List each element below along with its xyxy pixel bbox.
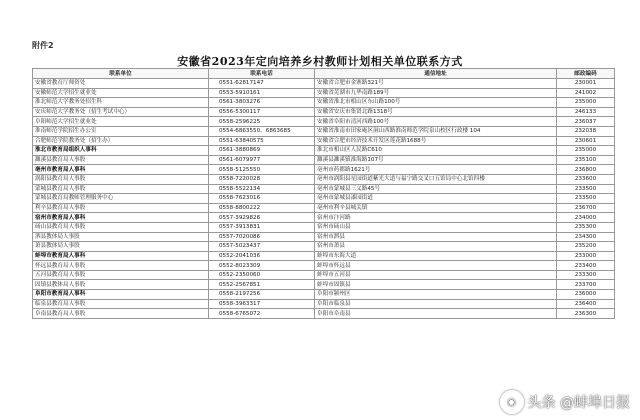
- table-row: [33, 299, 615, 309]
- zip-cell: 235200: [557, 242, 615, 252]
- phone-cell: 0561-3880869: [209, 146, 315, 156]
- phone-cell: 0558-2197256: [209, 290, 315, 300]
- unit-cell: 宿州市教育局人事科: [33, 213, 209, 223]
- unit-cell: 亳州市教育局人事科: [33, 165, 209, 175]
- address-cell: 安徽省合肥市金寨路321号: [315, 79, 557, 89]
- unit-cell: 蚌埠市教育局人事科: [33, 251, 209, 261]
- table-row: [33, 79, 615, 89]
- zip-cell: 236000: [557, 290, 615, 300]
- address-cell: 阜阳市临泉县: [315, 299, 557, 309]
- address-cell: 宿州市泗县: [315, 232, 557, 242]
- table-row: [33, 136, 615, 146]
- phone-cell: 0554-6863550、6863685: [209, 126, 315, 136]
- table-row: [33, 117, 615, 127]
- table-header-row: [33, 69, 615, 79]
- phone-cell: 0551-62817147: [209, 79, 315, 89]
- unit-cell: 阜南县教育局人事股: [33, 309, 209, 319]
- unit-cell: 淮北师范大学教务处招生科: [33, 98, 209, 108]
- address-cell: 蚌埠市五河县: [315, 270, 557, 280]
- address-cell: 阜阳市阜南县: [315, 309, 557, 319]
- address-cell: 蚌埠市固镇县: [315, 280, 557, 290]
- table-row: [33, 98, 615, 108]
- zip-cell: 233300: [557, 270, 615, 280]
- phone-cell: 0557-3929826: [209, 213, 315, 223]
- zip-cell: 235100: [557, 155, 615, 165]
- zip-cell: 235000: [557, 146, 615, 156]
- zip-cell: 233400: [557, 261, 615, 271]
- unit-cell: 怀远县教育局人事股: [33, 261, 209, 271]
- zip-cell: 236800: [557, 165, 615, 175]
- unit-cell: 淮南师范学院招生办公室: [33, 126, 209, 136]
- zip-cell: 233000: [557, 251, 615, 261]
- unit-cell: 安庆师范大学教务处（招生考试中心）: [33, 107, 209, 117]
- address-cell: 亳州市利辛县城关镇: [315, 203, 557, 213]
- phone-cell: 0557-3913831: [209, 222, 315, 232]
- unit-cell: 萧县教体局人事股: [33, 242, 209, 252]
- address-cell: 宿州市砀山县: [315, 222, 557, 232]
- phone-cell: 0558-3963317: [209, 299, 315, 309]
- address-cell: 亳州市蒙城县三义路45号: [315, 184, 557, 194]
- table-row: [33, 261, 615, 271]
- zip-cell: 246133: [557, 107, 615, 117]
- zip-cell: 235300: [557, 222, 615, 232]
- page-title: 安徽省2023年定向培养乡村教师计划相关单位联系方式: [177, 55, 463, 68]
- phone-cell: 0557-5023437: [209, 242, 315, 252]
- table-row: [33, 126, 615, 136]
- unit-cell: 安徽省教育厅师资处: [33, 79, 209, 89]
- column-header-phone: 联系电话: [209, 69, 315, 79]
- table-row: [33, 251, 615, 261]
- table-row: [33, 213, 615, 223]
- zip-cell: 236400: [557, 299, 615, 309]
- zip-cell: 234000: [557, 213, 615, 223]
- zip-cell: 234300: [557, 232, 615, 242]
- zip-cell: 230601: [557, 136, 615, 146]
- table-row: [33, 88, 615, 98]
- address-cell: 淮北市相山区人民路C610: [315, 146, 557, 156]
- unit-cell: 阜阳师范大学招生就业处: [33, 117, 209, 127]
- phone-cell: 0552-2350060: [209, 270, 315, 280]
- address-cell: 安徽省安庆市集贤北路1318号: [315, 107, 557, 117]
- table-row: [33, 222, 615, 232]
- phone-cell: 0558-7623016: [209, 194, 315, 204]
- zip-cell: 236037: [557, 117, 615, 127]
- phone-cell: 0558-5125550: [209, 165, 315, 175]
- column-header-zip: 邮政编码: [557, 69, 615, 79]
- address-cell: 亳州市药都路1621号: [315, 165, 557, 175]
- address-cell: 亳州市涡阳县星园街道紫光大道与福宁路交叉口五馆局中心北馆四楼: [315, 174, 557, 184]
- phone-cell: 0553-5910161: [209, 88, 315, 98]
- table-row: [33, 232, 615, 242]
- address-cell: 蚌埠市怀远县: [315, 261, 557, 271]
- unit-cell: 利辛县教育局人事股: [33, 203, 209, 213]
- table-row: [33, 194, 615, 204]
- table-row: [33, 280, 615, 290]
- address-cell: 宿州市萧县: [315, 242, 557, 252]
- unit-cell: 泗县教体局人事股: [33, 232, 209, 242]
- table-row: [33, 146, 615, 156]
- table-row: [33, 270, 615, 280]
- unit-cell: 涡阳县教育局人事股: [33, 174, 209, 184]
- unit-cell: 五河县教育局人事股: [33, 270, 209, 280]
- zip-cell: 233600: [557, 174, 615, 184]
- watermark-text: 头条 @蚌埠日报: [527, 395, 630, 411]
- zip-cell: 230001: [557, 79, 615, 89]
- unit-cell: 淮北市教育局组织人事科: [33, 146, 209, 156]
- newspaper-logo-icon: ◉: [500, 390, 524, 414]
- phone-cell: 0558-8800222: [209, 203, 315, 213]
- phone-cell: 0552-8023309: [209, 261, 315, 271]
- phone-cell: 0552-2041036: [209, 251, 315, 261]
- address-cell: 安徽省芜湖市九华南路189号: [315, 88, 557, 98]
- zip-cell: 241002: [557, 88, 615, 98]
- unit-cell: 安徽师范大学招生就业处: [33, 88, 209, 98]
- unit-cell: 砀山县教育局人事股: [33, 222, 209, 232]
- table-row: [33, 165, 615, 175]
- table-row: [33, 309, 615, 319]
- unit-cell: 蒙城县教育局教师管理服务中心: [33, 194, 209, 204]
- phone-cell: 0558-6765072: [209, 309, 315, 319]
- phone-cell: 0551-63840575: [209, 136, 315, 146]
- zip-cell: 233500: [557, 194, 615, 204]
- address-cell: 阜阳市颍州区: [315, 290, 557, 300]
- phone-cell: 0561-3803276: [209, 98, 315, 108]
- zip-cell: 232038: [557, 126, 615, 136]
- phone-cell: 0558-5522134: [209, 184, 315, 194]
- table-row: [33, 174, 615, 184]
- table-row: [33, 290, 615, 300]
- unit-cell: 濉溪县教育局人事股: [33, 155, 209, 165]
- attachment-label: 附件2: [32, 41, 54, 50]
- unit-cell: 蒙城县教育局人事股: [33, 184, 209, 194]
- unit-cell: 固镇县教体局人事股: [33, 280, 209, 290]
- table-row: [33, 107, 615, 117]
- phone-cell: 0558-7220028: [209, 174, 315, 184]
- phone-cell: 0558-2596225: [209, 117, 315, 127]
- address-cell: 宿州市汴河路: [315, 213, 557, 223]
- zip-cell: 235000: [557, 98, 615, 108]
- watermark: [500, 390, 630, 414]
- table-row: [33, 242, 615, 252]
- address-cell: 安徽省阜阳市清河西路100号: [315, 117, 557, 127]
- unit-cell: 阜阳市教育局人事科: [33, 290, 209, 300]
- address-cell: 安徽省合肥市经济技术开发区莲花路1688号: [315, 136, 557, 146]
- address-cell: 安徽省淮南市田家庵区洞山西路淮南师范学院泉山校区行政楼 104: [315, 126, 557, 136]
- address-cell: 濉溪县濉溪镇淮海路107号: [315, 155, 557, 165]
- address-cell: 蚌埠市东海大道: [315, 251, 557, 261]
- phone-cell: 0561-6079977: [209, 155, 315, 165]
- zip-cell: 236300: [557, 309, 615, 319]
- column-header-unit: 联系单位: [33, 69, 209, 79]
- contact-table: [32, 68, 615, 319]
- phone-cell: 0552-2567851: [209, 280, 315, 290]
- table-row: [33, 184, 615, 194]
- address-cell: 亳州市蒙城县漆园街道: [315, 194, 557, 204]
- phone-cell: 0557-7020086: [209, 232, 315, 242]
- unit-cell: 合肥师范学院教务处（招生办）: [33, 136, 209, 146]
- column-header-address: 通信地址: [315, 69, 557, 79]
- zip-cell: 233500: [557, 184, 615, 194]
- zip-cell: 236700: [557, 203, 615, 213]
- table-row: [33, 155, 615, 165]
- address-cell: 安徽省淮北市相山区东山路100号: [315, 98, 557, 108]
- phone-cell: 0556-5300117: [209, 107, 315, 117]
- unit-cell: 临泉县教育局人事股: [33, 299, 209, 309]
- table-row: [33, 203, 615, 213]
- zip-cell: 233700: [557, 280, 615, 290]
